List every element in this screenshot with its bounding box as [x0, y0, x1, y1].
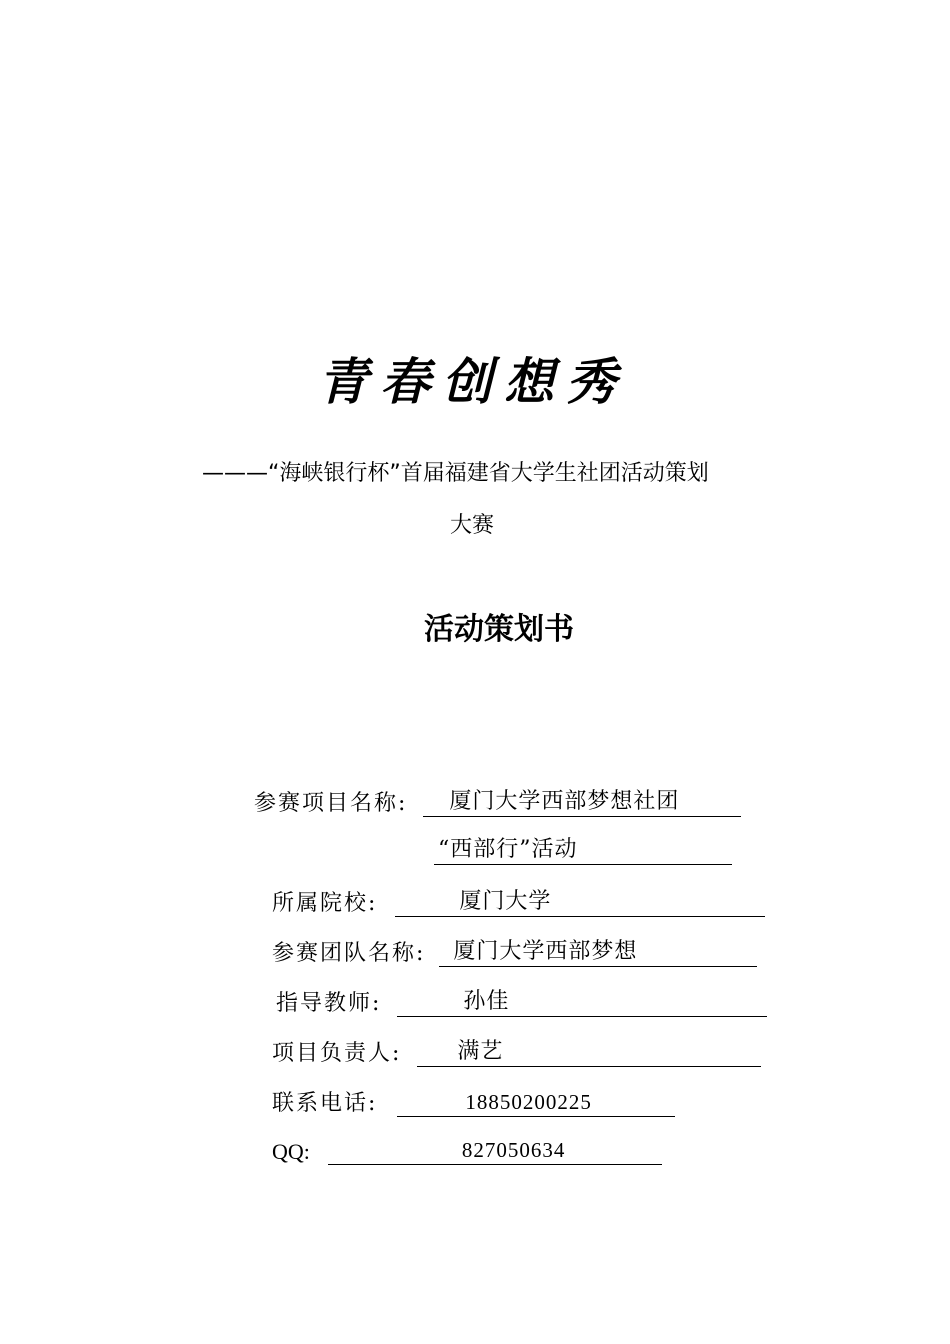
school-value: 厦门大学	[395, 888, 765, 917]
leader-label: 项目负责人:	[272, 1041, 402, 1066]
school-label: 所属院校:	[272, 891, 378, 916]
subtitle-line-1: ———“海峡银行杯”首届福建省大学生社团活动策划	[202, 461, 709, 486]
project-name-row	[254, 786, 741, 817]
leader-row	[272, 1036, 761, 1067]
phone-row	[272, 1086, 675, 1117]
document-title: 青春创想秀	[318, 352, 628, 411]
phone-label: 联系电话:	[272, 1091, 378, 1116]
project-name-label: 参赛项目名称:	[254, 791, 408, 816]
team-label: 参赛团队名称:	[272, 941, 426, 966]
project-name-value-2: “西部行”活动	[434, 836, 732, 865]
subtitle-line-2: 大赛	[450, 513, 495, 538]
advisor-label: 指导教师:	[276, 991, 382, 1016]
phone-value: 18850200225	[397, 1088, 675, 1117]
team-value: 厦门大学西部梦想	[439, 938, 757, 967]
school-row	[272, 886, 765, 917]
qq-row	[272, 1136, 662, 1165]
advisor-row	[276, 986, 767, 1017]
team-row	[272, 936, 757, 967]
project-name-value: 厦门大学西部梦想社团	[423, 788, 741, 817]
leader-value: 满艺	[417, 1038, 761, 1067]
qq-value: 827050634	[328, 1136, 662, 1165]
qq-label: QQ:	[272, 1139, 310, 1164]
advisor-value: 孙佳	[397, 988, 767, 1017]
document-type-heading: 活动策划书	[424, 612, 574, 647]
project-name-row-2	[434, 836, 732, 865]
